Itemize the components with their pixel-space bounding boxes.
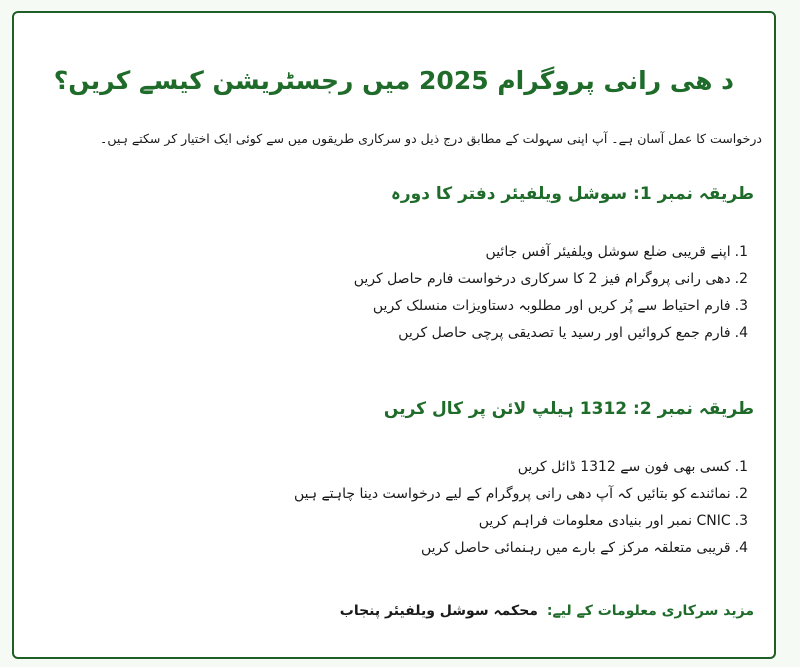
method-2-heading: طریقہ نمبر 2: 1312 ہیلپ لائن پر کال کریں bbox=[383, 399, 754, 419]
list-item bbox=[294, 508, 748, 535]
step-number: 4. bbox=[734, 325, 748, 341]
footer-label: مزید سرکاری معلومات کے لیے: bbox=[546, 603, 754, 619]
step-number: 2. bbox=[734, 486, 748, 502]
list-item bbox=[354, 293, 748, 320]
step-text: کسی بھی فون سے 1312 ڈائل کریں bbox=[517, 459, 731, 475]
step-number: 4. bbox=[734, 540, 748, 556]
method-1-steps bbox=[354, 239, 748, 347]
step-text: فارم احتیاط سے پُر کریں اور مطلوبہ دستاویزات منسلک کریں bbox=[372, 298, 731, 314]
method-2-steps bbox=[294, 454, 748, 562]
method-1-heading: طریقہ نمبر 1: سوشل ویلفیئر دفتر کا دورہ bbox=[390, 184, 754, 204]
step-number: 3. bbox=[734, 298, 748, 314]
list-item bbox=[294, 454, 748, 481]
step-number: 1. bbox=[734, 459, 748, 475]
step-number: 3. bbox=[734, 513, 748, 529]
intro-paragraph: درخواست کا عمل آسان ہے۔ آپ اپنی سہولت کے مطابق درج ذیل دو سرکاری طریقوں میں سے کوئی ایک اختیار کر سکتے ہیں۔ bbox=[100, 131, 762, 146]
article-card bbox=[12, 11, 776, 659]
list-item bbox=[354, 266, 748, 293]
list-item bbox=[294, 481, 748, 508]
footer-source: محکمہ سوشل ویلفیئر پنجاب bbox=[339, 603, 538, 619]
step-number: 2. bbox=[734, 271, 748, 287]
step-text: دھی رانی پروگرام فیز 2 کا سرکاری درخواست فارم حاصل کریں bbox=[353, 271, 731, 287]
step-text: CNIC نمبر اور بنیادی معلومات فراہم کریں bbox=[478, 513, 731, 529]
step-text: نمائندے کو بتائیں کہ آپ دھی رانی پروگرام کے لیے درخواست دینا چاہتے ہیں bbox=[293, 486, 731, 502]
list-item bbox=[354, 320, 748, 347]
footer-note bbox=[340, 601, 754, 622]
step-text: قریبی متعلقہ مرکز کے بارے میں رہنمائی حاصل کریں bbox=[420, 540, 731, 556]
step-text: اپنے قریبی ضلع سوشل ویلفیئر آفس جائیں bbox=[485, 244, 731, 260]
list-item bbox=[354, 239, 748, 266]
step-text: فارم جمع کروائیں اور رسید یا تصدیقی پرچی حاصل کریں bbox=[398, 325, 731, 341]
list-item bbox=[294, 535, 748, 562]
page-title: د ھی رانی پروگرام 2025 میں رجسٹریشن کیسے کریں؟ bbox=[53, 66, 734, 95]
step-number: 1. bbox=[734, 244, 748, 260]
